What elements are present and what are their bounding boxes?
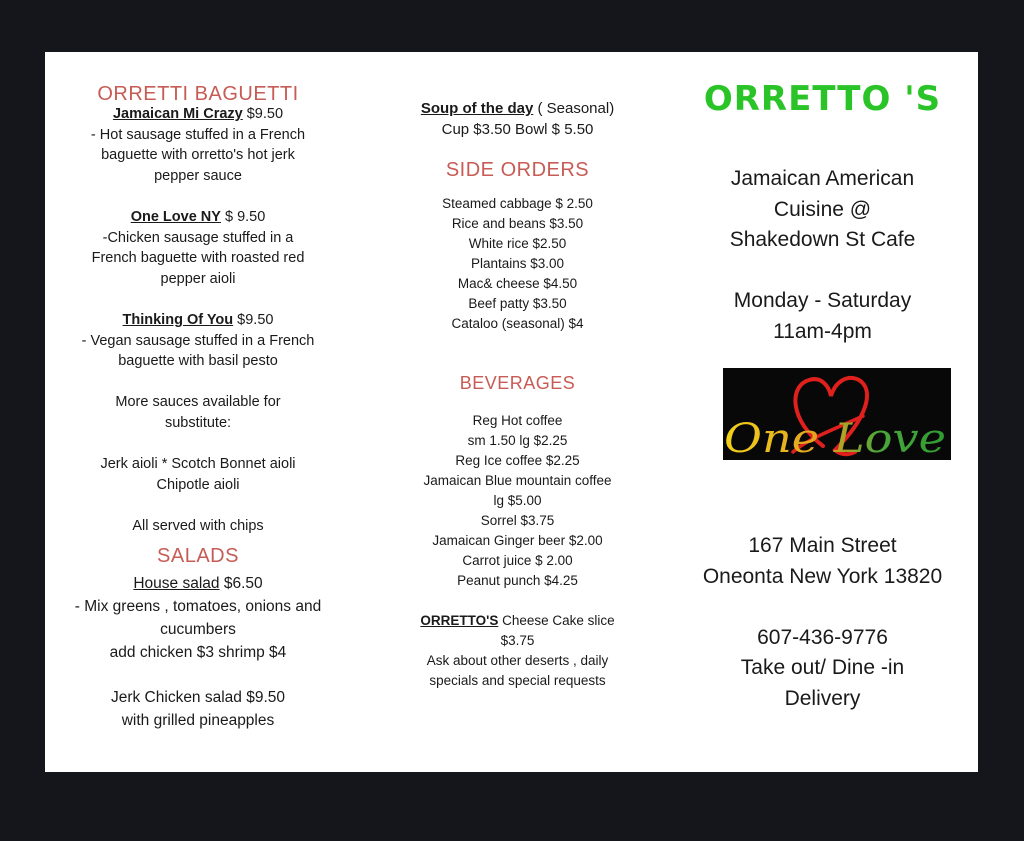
- item-price: $9.50: [242, 106, 284, 122]
- item-desc: French baguette with roasted red: [91, 250, 305, 267]
- list-item: lg $5.00: [493, 493, 542, 509]
- contact-info: [670, 623, 975, 715]
- item-name: Thinking Of You: [122, 311, 234, 328]
- list-item: Mac& cheese $4.50: [457, 276, 578, 292]
- list-item: Beef patty $3.50: [468, 296, 567, 312]
- menu-item: [53, 573, 343, 664]
- side-list: [395, 194, 640, 334]
- list-item: Sorrel $3.75: [480, 513, 555, 529]
- sauces-note: More sauces available for substitute:: [115, 394, 281, 431]
- list-item: White rice $2.50: [468, 236, 567, 252]
- menu-item: [53, 104, 343, 186]
- item-desc: add chicken $3 shrimp $4: [109, 643, 287, 661]
- menu-item: Jerk Chicken salad $9.50 with grilled pineapples: [110, 688, 286, 729]
- item-desc: baguette with basil pesto: [118, 353, 278, 370]
- list-item: Steamed cabbage $ 2.50: [442, 196, 593, 212]
- chips-note: All served with chips: [132, 517, 264, 534]
- hours-info: Monday - Saturday 11am-4pm: [733, 289, 912, 343]
- item-desc: baguette with orretto's hot jerk: [101, 147, 295, 164]
- phone-number: 607-436-9776: [757, 625, 888, 649]
- beverage-list: [395, 411, 640, 591]
- soup-price: Cup $3.50 Bowl $ 5.50: [441, 120, 594, 138]
- list-item: Jamaican Blue mountain coffee: [423, 473, 612, 489]
- menu-item: [53, 207, 343, 289]
- list-item: Reg Ice coffee $2.25: [455, 453, 580, 469]
- list-item: Carrot juice $ 2.00: [462, 553, 573, 569]
- column-baguetti: [53, 52, 343, 732]
- menu-item: [53, 310, 343, 372]
- column-sides: [395, 52, 640, 691]
- cuisine-info: Jamaican American Cuisine @ Shakedown St Cafe: [729, 167, 916, 251]
- side-orders-title: SIDE ORDERS: [445, 159, 590, 182]
- item-desc: - Vegan sausage stuffed in a French: [81, 332, 315, 349]
- list-item: Jamaican Ginger beer $2.00: [432, 533, 603, 549]
- item-desc: pepper sauce: [154, 167, 242, 184]
- service-options: Take out/ Dine -in: [740, 656, 905, 679]
- item-desc: cucumbers: [160, 620, 236, 638]
- sauce-list: Jerk aioli * Scotch Bonnet aioli Chipotle aioli: [100, 456, 296, 493]
- list-item: Plantains $3.00: [470, 256, 565, 272]
- item-desc: -Chicken sausage stuffed in a: [102, 229, 294, 246]
- item-desc: pepper aioli: [160, 270, 236, 287]
- item-name: One Love NY: [130, 208, 221, 225]
- list-item: Reg Hot coffee: [472, 413, 563, 429]
- item-price: $6.50: [219, 575, 263, 593]
- cake-item: [395, 611, 640, 691]
- item-price: $ 9.50: [220, 208, 266, 225]
- soup-note: ( Seasonal): [533, 100, 615, 117]
- cake-price: $3.75: [500, 633, 535, 649]
- ask-note: specials and special requests: [429, 673, 606, 689]
- menu-sheet: [45, 52, 978, 772]
- cake-brand: ORRETTO'S: [420, 613, 499, 629]
- item-name: House salad: [133, 575, 220, 593]
- service-options: Delivery: [784, 686, 861, 710]
- beverages-title: BEVERAGES: [459, 373, 576, 394]
- list-item: Rice and beans $3.50: [451, 216, 584, 232]
- salads-title: SALADS: [157, 545, 239, 568]
- cake-text: Cheese Cake slice: [498, 613, 615, 629]
- soup-item: [395, 99, 640, 140]
- logo-text: One Love: [724, 416, 946, 460]
- item-desc: - Hot sausage stuffed in a French: [90, 126, 306, 143]
- list-item: Cataloo (seasonal) $4: [451, 316, 584, 332]
- item-price: $9.50: [233, 311, 274, 328]
- list-item: sm 1.50 lg $2.25: [467, 433, 568, 449]
- address-info: 167 Main Street Oneonta New York 13820: [702, 534, 943, 588]
- brand-title: ORRETTO 'S: [703, 79, 942, 119]
- item-name: Soup of the day: [420, 100, 534, 117]
- item-desc: - Mix greens , tomatoes, onions and: [74, 598, 322, 616]
- list-item: Peanut punch $4.25: [457, 573, 578, 589]
- baguetti-title: ORRETTI BAGUETTI: [97, 83, 299, 105]
- ask-note: Ask about other deserts , daily: [426, 653, 609, 669]
- one-love-logo: [723, 368, 951, 460]
- heart-icon: [723, 368, 951, 460]
- item-name: Jamaican Mi Crazy: [112, 106, 243, 122]
